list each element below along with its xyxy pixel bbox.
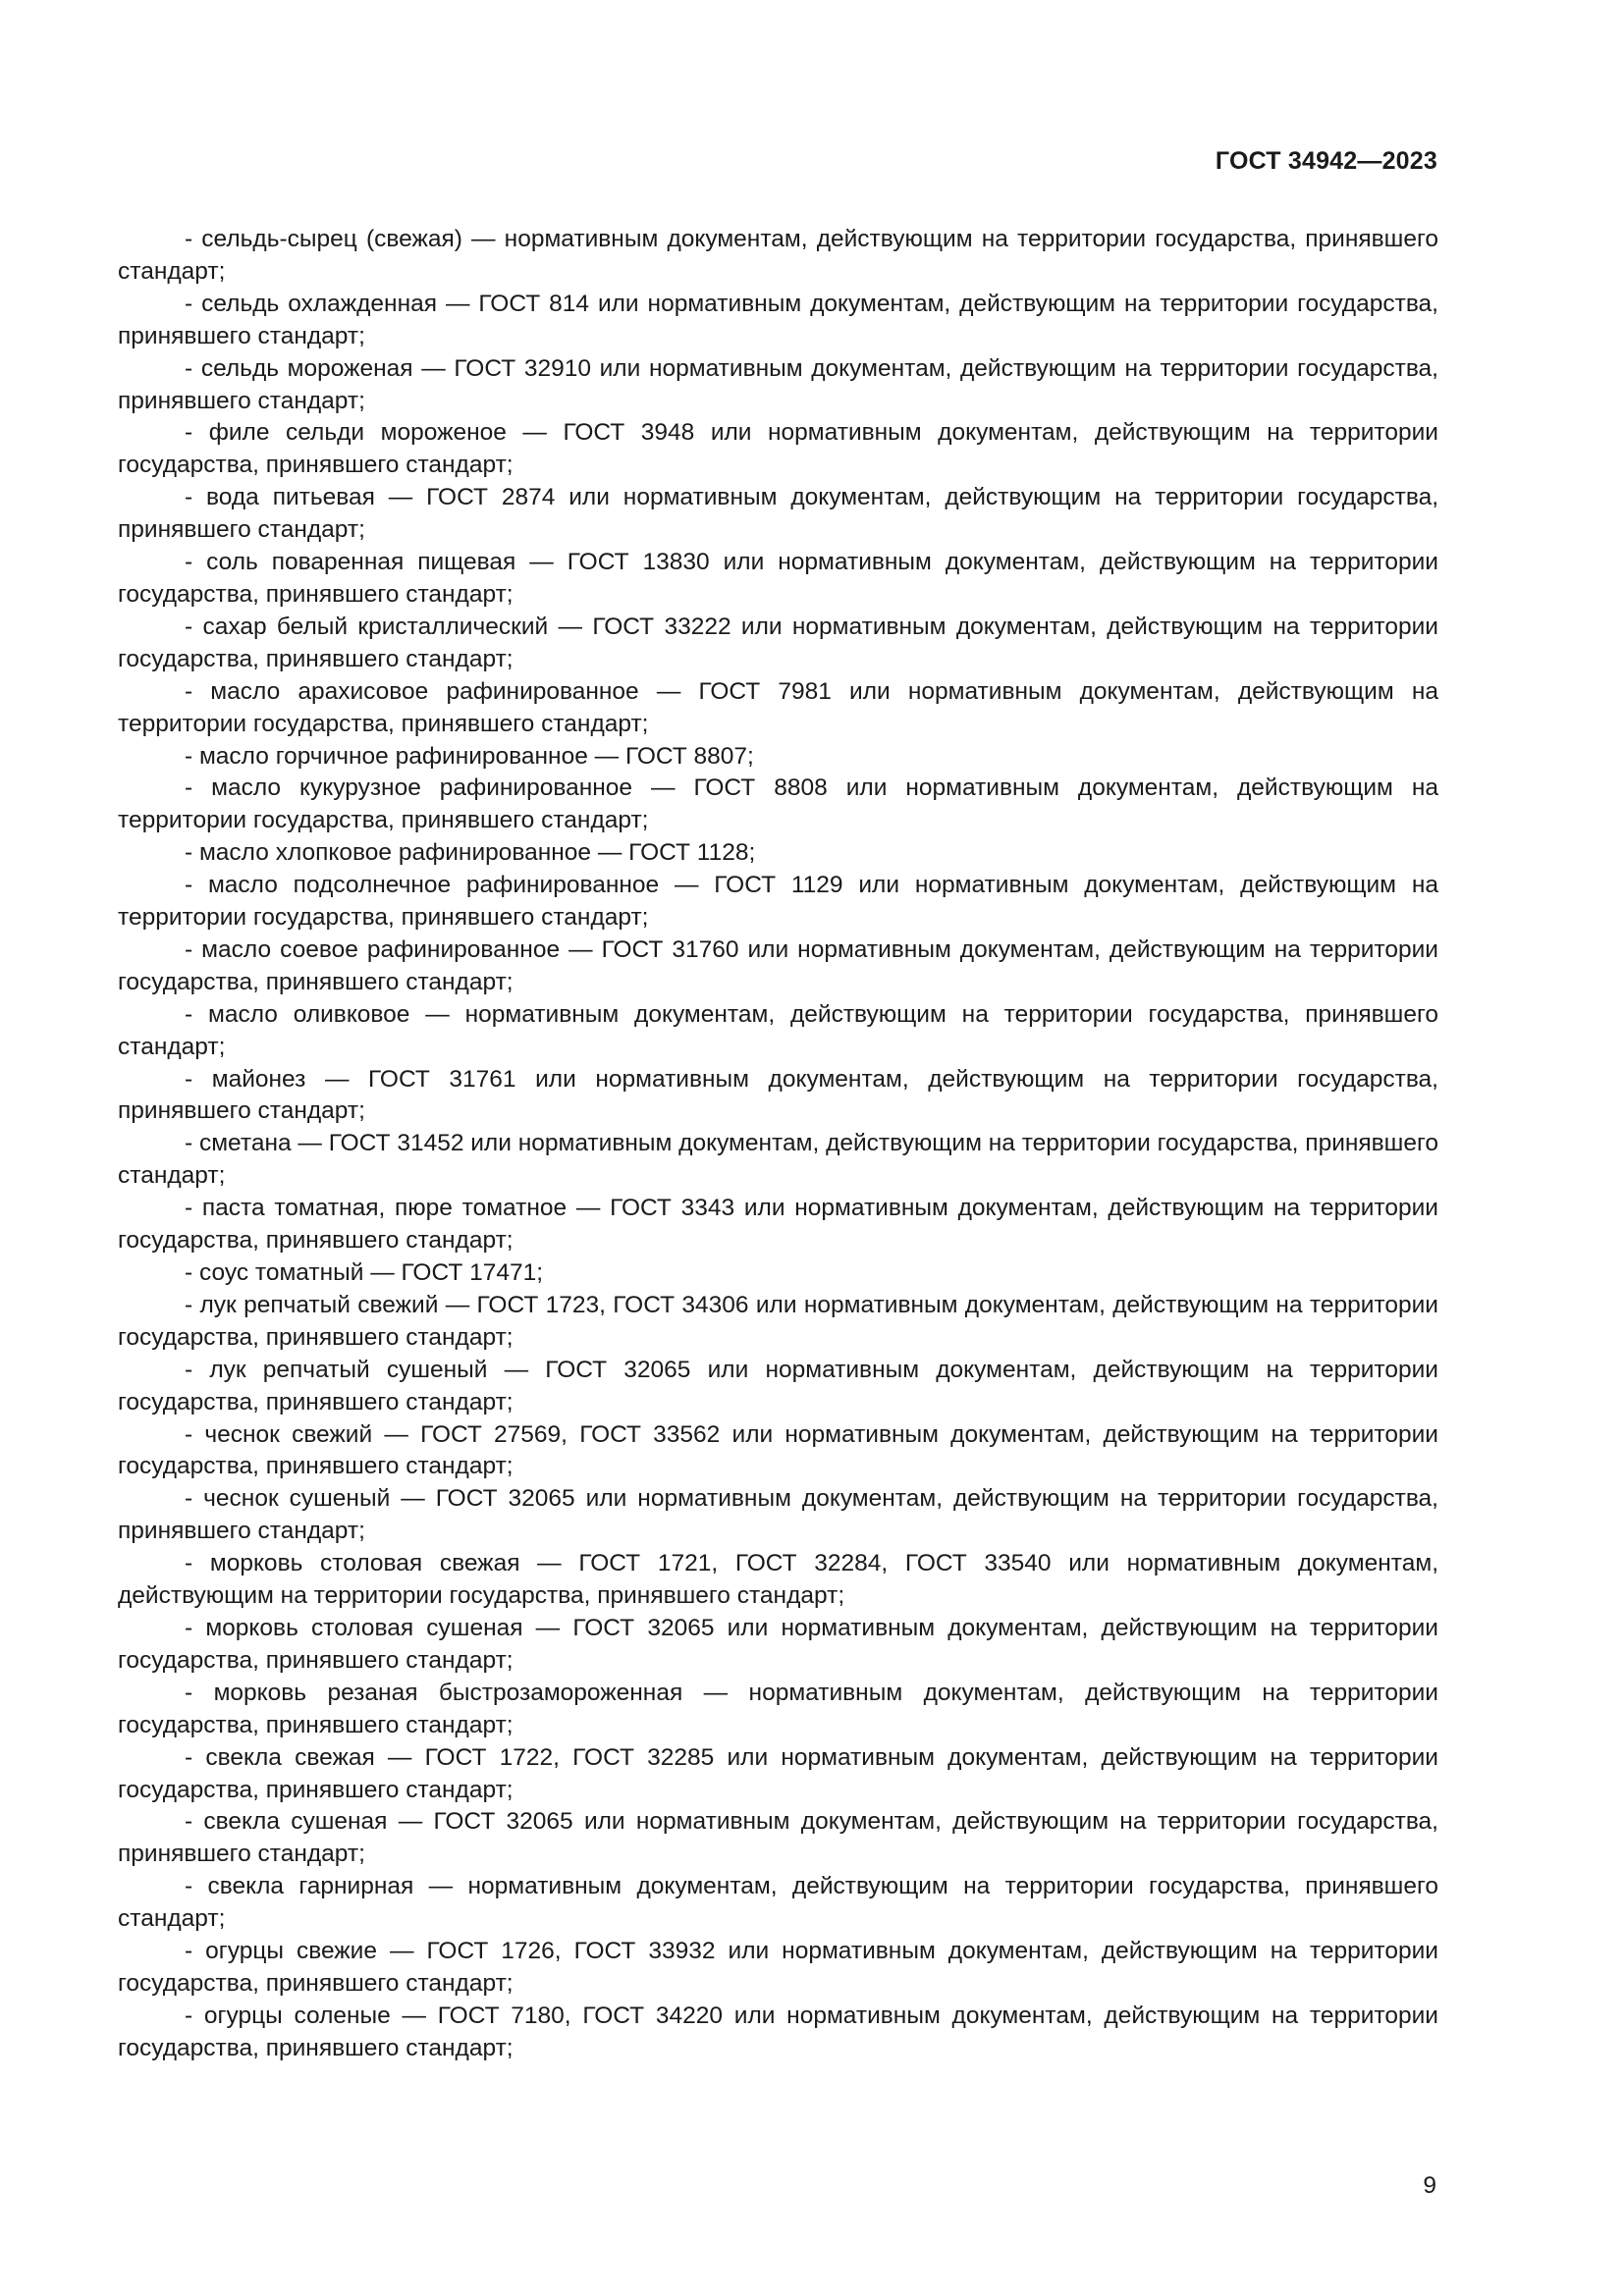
list-item: - соль поваренная пищевая — ГОСТ 13830 или нормативным документам, действующим на территории государства, принявшего стандарт; [118, 549, 1438, 608]
list-item: - чеснок сушеный — ГОСТ 32065 или нормативным документам, действующим на территории государства, принявшего стандарт; [118, 1485, 1438, 1545]
list-item: - сельдь-сырец (свежая) — нормативным документам, действующим на территории государства, принявшего стандарт; [118, 226, 1438, 285]
list-item: - паста томатная, пюре томатное — ГОСТ 3343 или нормативным документам, действующим на территории государства, принявшего стандарт; [118, 1195, 1438, 1255]
list-item: - вода питьевая — ГОСТ 2874 или нормативным документам, действующим на территории государства, принявшего стандарт; [118, 484, 1438, 544]
list-item: - масло хлопковое рафинированное — ГОСТ 1128; [185, 839, 756, 867]
list-item: - сельдь мороженая — ГОСТ 32910 или нормативным документам, действующим на территории государства, принявшего стандарт; [118, 354, 1438, 414]
list-item: - масло подсолнечное рафинированное — ГОСТ 1129 или нормативным документам, действующим на территории государства, принявшего стандарт; [118, 872, 1438, 932]
list-item: - майонез — ГОСТ 31761 или нормативным документам, действующим на территории государства, принявшего стандарт; [118, 1065, 1438, 1125]
list-item: - сметана — ГОСТ 31452 или нормативным документам, действующим на территории государства, принявшего стандарт; [118, 1130, 1438, 1190]
list-item: - соус томатный — ГОСТ 17471; [185, 1259, 544, 1286]
list-item: - масло арахисовое рафинированное — ГОСТ 7981 или нормативным документам, действующим на территории государства, принявшего стандарт; [118, 677, 1438, 737]
list-item: - морковь столовая свежая — ГОСТ 1721, ГОСТ 32284, ГОСТ 33540 или нормативным документам, действующим на территории государства, принявшего стандарт; [118, 1550, 1438, 1610]
list-item: - масло кукурузное рафинированное — ГОСТ 8808 или нормативным документам, действующим на территории государства, принявшего стандарт; [118, 774, 1438, 834]
page-number: 9 [1423, 2172, 1436, 2199]
list-item: - масло соевое рафинированное — ГОСТ 31760 или нормативным документам, действующим на территории государства, принявшего стандарт; [118, 935, 1438, 995]
list-item: - свекла свежая — ГОСТ 1722, ГОСТ 32285 или нормативным документам, действующим на территории государства, принявшего стандарт; [118, 1743, 1438, 1803]
list-item: - лук репчатый сушеный — ГОСТ 32065 или нормативным документам, действующим на территории государства, принявшего стандарт; [118, 1356, 1438, 1415]
list-item: - филе сельди мороженое — ГОСТ 3948 или нормативным документам, действующим на территории государства, принявшего стандарт; [118, 419, 1438, 479]
ingredient-list [118, 224, 1438, 2065]
document-code: ГОСТ 34942—2023 [1215, 147, 1437, 175]
list-item: - сельдь охлажденная — ГОСТ 814 или нормативным документам, действующим на территории государства, принявшего стандарт; [118, 290, 1438, 349]
list-item: - масло оливковое — нормативным документам, действующим на территории государства, принявшего стандарт; [118, 1000, 1438, 1060]
list-item: - морковь столовая сушеная — ГОСТ 32065 или нормативным документам, действующим на территории государства, принявшего стандарт; [118, 1614, 1438, 1674]
list-item: - морковь резаная быстрозамороженная — нормативным документам, действующим на территории государства, принявшего стандарт; [118, 1679, 1438, 1738]
list-item: - свекла сушеная — ГОСТ 32065 или нормативным документам, действующим на территории государства, принявшего стандарт; [118, 1808, 1438, 1868]
list-item: - лук репчатый свежий — ГОСТ 1723, ГОСТ 34306 или нормативным документам, действующим на территории государства, принявшего стандарт; [118, 1291, 1438, 1351]
list-item: - огурцы свежие — ГОСТ 1726, ГОСТ 33932 или нормативным документам, действующим на территории государства, принявшего стандарт; [118, 1938, 1438, 1997]
list-item: - чеснок свежий — ГОСТ 27569, ГОСТ 33562 или нормативным документам, действующим на территории государства, принявшего стандарт; [118, 1420, 1438, 1480]
list-item: - огурцы соленые — ГОСТ 7180, ГОСТ 34220 или нормативным документам, действующим на территории государства, принявшего стандарт; [118, 2002, 1438, 2061]
list-item: - свекла гарнирная — нормативным документам, действующим на территории государства, принявшего стандарт; [118, 1873, 1438, 1933]
list-item: - масло горчичное рафинированное — ГОСТ 8807; [185, 742, 754, 770]
list-item: - сахар белый кристаллический — ГОСТ 33222 или нормативным документам, действующим на территории государства, принявшего стандарт; [118, 613, 1438, 672]
